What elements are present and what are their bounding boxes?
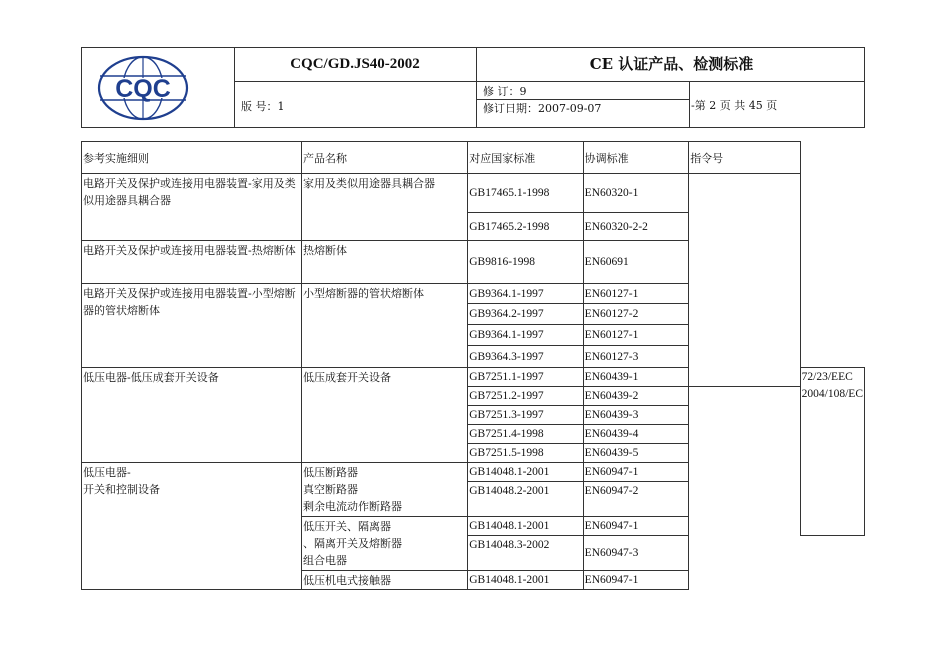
svg-text:CQC: CQC [115, 75, 171, 103]
harmonized-standard: EN60691 [583, 241, 689, 284]
product-cell: 热熔断体 [302, 241, 468, 284]
harmonized-standard: EN60947-3 [583, 536, 689, 571]
revision-label: 修 订：9 [483, 85, 527, 98]
page-info: -第 2 页 共 45 页 [691, 99, 778, 112]
rule-cell: 电路开关及保护或连接用电器装置-热熔断体 [82, 241, 302, 284]
harmonized-standard: EN60127-2 [583, 304, 689, 325]
rule-cell: 电路开关及保护或连接用电器装置-家用及类似用途器具耦合器 [82, 174, 302, 241]
document-header [81, 47, 865, 128]
standards-table [81, 141, 865, 590]
harmonized-standard: EN60320-2-2 [583, 213, 689, 241]
national-standard: GB9816-1998 [468, 241, 583, 284]
document-code: CQC/GD.JS40-2002 [290, 56, 420, 72]
version-label: 版 号：1 [241, 100, 285, 113]
document-title: CE 认证产品、检测标准 [589, 55, 754, 73]
product-cell: 低压断路器 真空断路器 剩余电流动作断路器 [302, 463, 468, 517]
rule-cell: 电路开关及保护或连接用电器装置-小型熔断器的管状熔断体 [82, 284, 302, 368]
harmonized-standard: EN60127-3 [583, 346, 689, 368]
column-header: 指令号 [689, 142, 800, 174]
harmonized-standard: EN60320-1 [583, 174, 689, 213]
product-cell: 低压机电式接触器 [302, 571, 468, 590]
cqc-logo [92, 54, 194, 122]
product-cell: 低压开关、隔离器 、隔离开关及熔断器 组合电器 [302, 517, 468, 571]
harmonized-standard: EN60947-2 [583, 482, 689, 517]
national-standard: GB17465.2-1998 [468, 213, 583, 241]
directive-cell-empty [689, 174, 800, 387]
table-row [82, 463, 865, 482]
product-cell: 家用及类似用途器具耦合器 [302, 174, 468, 241]
harmonized-standard: EN60439-3 [583, 406, 689, 425]
national-standard: GB14048.1-2001 [468, 571, 583, 590]
revision-date: 修订日期：2007-09-07 [483, 102, 602, 115]
column-header: 产品名称 [302, 142, 468, 174]
table-header-row [82, 142, 865, 174]
national-standard: GB7251.3-1997 [468, 406, 583, 425]
harmonized-standard: EN60439-4 [583, 425, 689, 444]
harmonized-standard: EN60439-5 [583, 444, 689, 463]
national-standard: GB9364.3-1997 [468, 346, 583, 368]
product-cell: 低压成套开关设备 [302, 368, 468, 463]
national-standard: GB14048.2-2001 [468, 482, 583, 517]
national-standard: GB7251.1-1997 [468, 368, 583, 387]
harmonized-standard: EN60439-2 [583, 387, 689, 406]
harmonized-standard: EN60127-1 [583, 325, 689, 346]
national-standard: GB9364.2-1997 [468, 304, 583, 325]
directive-cell [800, 368, 864, 536]
national-standard: GB14048.3-2002 [468, 536, 583, 571]
harmonized-standard: EN60947-1 [583, 571, 689, 590]
national-standard: GB9364.1-1997 [468, 325, 583, 346]
harmonized-standard: EN60127-1 [583, 284, 689, 304]
column-header: 参考实施细则 [82, 142, 302, 174]
harmonized-standard: EN60947-1 [583, 463, 689, 482]
column-header: 对应国家标准 [468, 142, 583, 174]
national-standard: GB9364.1-1997 [468, 284, 583, 304]
table-row [82, 174, 865, 213]
harmonized-standard: EN60947-1 [583, 517, 689, 536]
national-standard: GB17465.1-1998 [468, 174, 583, 213]
harmonized-standard: EN60439-1 [583, 368, 689, 387]
product-cell: 小型熔断器的管状熔断体 [302, 284, 468, 368]
national-standard: GB7251.2-1997 [468, 387, 583, 406]
directive-number: 2004/108/EC [801, 388, 863, 400]
rule-cell: 低压电器-低压成套开关设备 [82, 368, 302, 463]
national-standard: GB14048.1-2001 [468, 463, 583, 482]
directive-number: 72/23/EEC [801, 371, 853, 383]
national-standard: GB7251.4-1998 [468, 425, 583, 444]
national-standard: GB7251.5-1998 [468, 444, 583, 463]
rule-cell: 低压电器- 开关和控制设备 [82, 463, 302, 590]
national-standard: GB14048.1-2001 [468, 517, 583, 536]
column-header: 协调标准 [583, 142, 689, 174]
